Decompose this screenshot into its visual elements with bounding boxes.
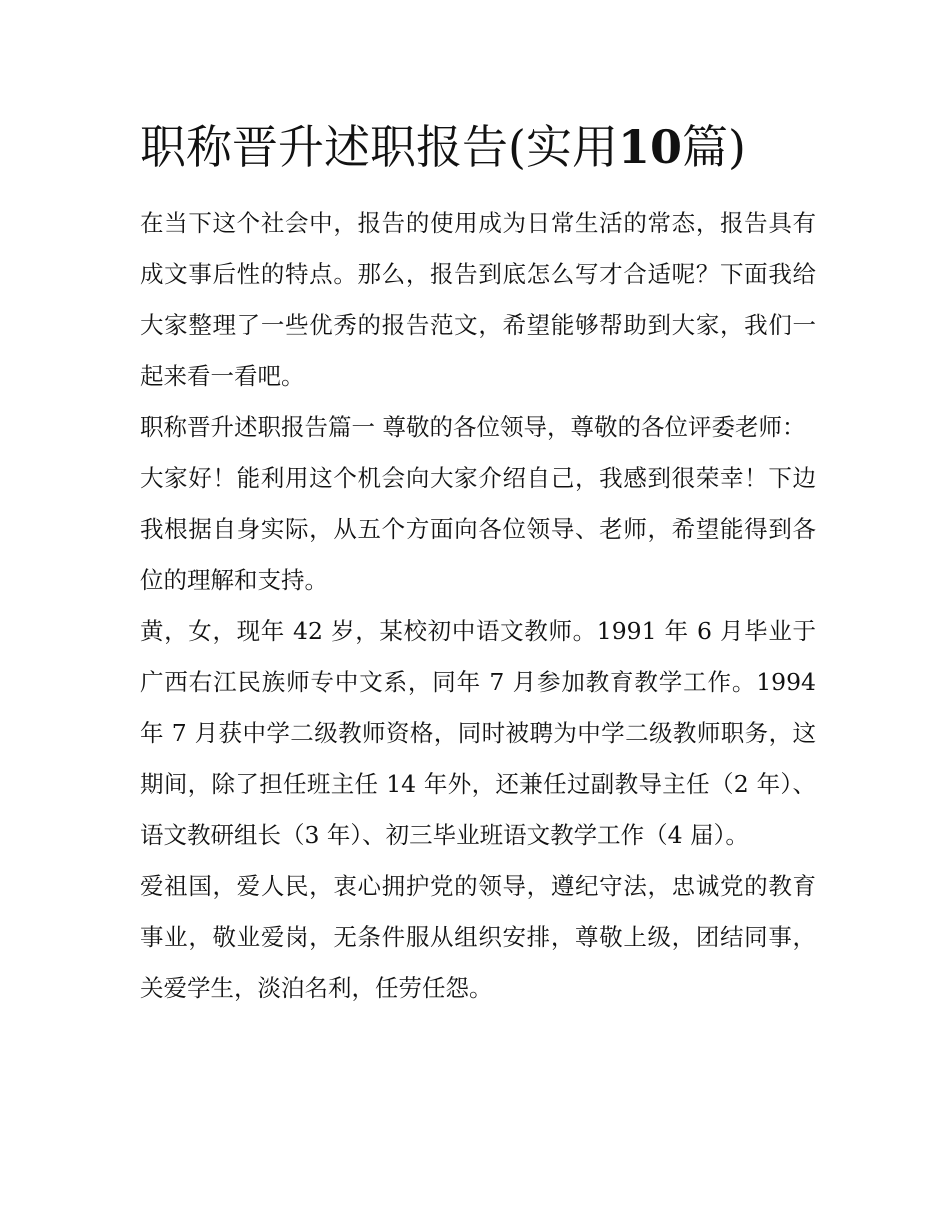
biography-paragraph: 黄，女，现年 42 岁，某校初中语文教师。1991 年 6 月毕业于广西右江民族师专中文系，同年 7 月参加教育教学工作。1994 年 7 月获中学二级教师资格，同时被聘为中学二级教师职务，这期间，除了担任班主任 14 年外，还兼任过副教导主任（2 年）、语文教研组长（3 年）、初三毕业班语文教学工作（4 届）。 — [140, 617, 816, 849]
title-number: 10 — [617, 120, 682, 174]
document-title — [140, 112, 840, 182]
section-heading-paragraph: 职称晋升述职报告篇一 尊敬的各位领导，尊敬的各位评委老师： — [140, 413, 806, 441]
greeting-paragraph: 大家好！能利用这个机会向大家介绍自己，我感到很荣幸！下边我根据自身实际，从五个方面向各位领导、老师，希望能得到各位的理解和支持。 — [140, 464, 816, 594]
title-suffix: 篇) — [681, 120, 746, 174]
ethics-paragraph: 爱祖国，爱人民，衷心拥护党的领导，遵纪守法，忠诚党的教育事业，敬业爱岗，无条件服从组织安排，尊敬上级，团结同事，关爱学生，淡泊名利，任劳任怨。 — [140, 872, 816, 1002]
intro-paragraph: 在当下这个社会中，报告的使用成为日常生活的常态，报告具有成文事后性的特点。那么，报告到底怎么写才合适呢？下面我给大家整理了一些优秀的报告范文，希望能够帮助到大家，我们一起来看一看吧。 — [140, 209, 816, 390]
title-prefix: 职称晋升述职报告(实用 — [140, 120, 618, 174]
document-body — [140, 198, 816, 1014]
